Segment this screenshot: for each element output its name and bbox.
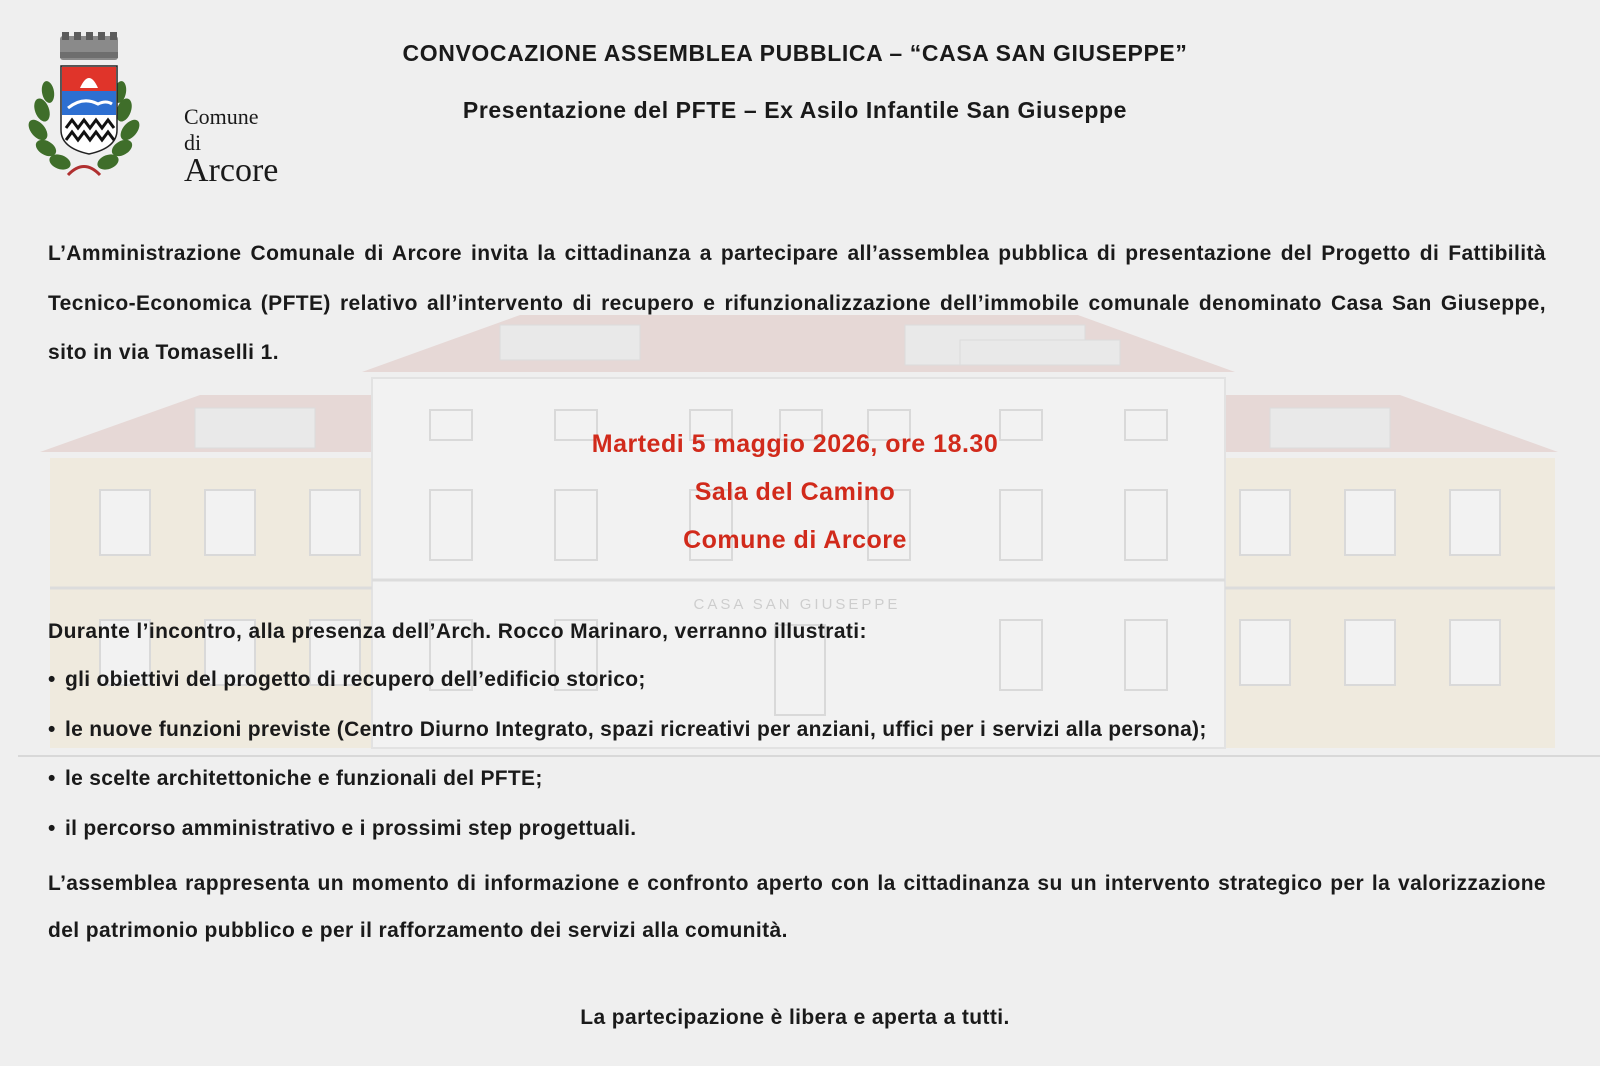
list-item-text: il percorso amministrativo e i prossimi step progettuali. xyxy=(65,816,637,840)
list-item xyxy=(48,804,1207,854)
footer-note: La partecipazione è libera e aperta a tutti. xyxy=(580,1006,1010,1029)
page-title: CONVOCAZIONE ASSEMBLEA PUBBLICA – “CASA SAN GIUSEPPE” xyxy=(402,40,1188,66)
list-item xyxy=(48,705,1207,755)
bullet-icon: • xyxy=(48,668,56,691)
list-item-text: gli obiettivi del progetto di recupero dell’edificio storico; xyxy=(65,668,646,691)
bullet-icon: • xyxy=(48,717,56,741)
event-date: Martedi 5 maggio 2026, ore 18.30 xyxy=(591,430,999,458)
list-item-text: le scelte architettoniche e funzionali del PFTE; xyxy=(65,767,543,790)
comune-logo xyxy=(28,30,279,189)
list-item-text: le nuove funzioni previste (Centro Diurno Integrato, spazi ricreativi per anziani, uffici per i servizi alla persona); xyxy=(65,717,1207,741)
event-room: Sala del Camino xyxy=(694,478,896,506)
bullet-icon: • xyxy=(48,767,56,790)
event-place: Comune di Arcore xyxy=(683,526,907,554)
logo-caption-line1: Comune di xyxy=(184,104,259,155)
list-item xyxy=(48,754,1207,804)
logo-caption xyxy=(184,104,278,188)
bullet-icon: • xyxy=(48,816,56,840)
intro-paragraph: L’Amministrazione Comunale di Arcore invita la cittadinanza a partecipare all’assemblea pubblica di presentazione del Progetto di Fattibilità Tecnico-Economica (PFTE) relativo all’intervento di recupero e rifunzionalizzazione dell’immobile comunale denominato Casa San Giuseppe, sito in via Tomaselli 1. xyxy=(48,242,1546,364)
agenda-intro: Durante l’incontro, alla presenza dell’Arch. Rocco Marinaro, verranno illustrati: xyxy=(48,620,867,643)
page-subtitle: Presentazione del PFTE – Ex Asilo Infantile San Giuseppe xyxy=(462,97,1128,123)
logo-caption-line2: Arcore xyxy=(184,152,279,189)
coat-of-arms-icon xyxy=(28,30,153,182)
list-item xyxy=(48,655,1207,705)
building-sign: CASA SAN GIUSEPPE xyxy=(693,596,901,613)
closing-paragraph: L’assemblea rappresenta un momento di informazione e confronto aperto con la cittadinanza su un intervento strategico per la valorizzazione del patrimonio pubblico e per il rafforzamento dei servizi alla comunità. xyxy=(48,872,1546,942)
agenda-list xyxy=(48,655,1207,853)
